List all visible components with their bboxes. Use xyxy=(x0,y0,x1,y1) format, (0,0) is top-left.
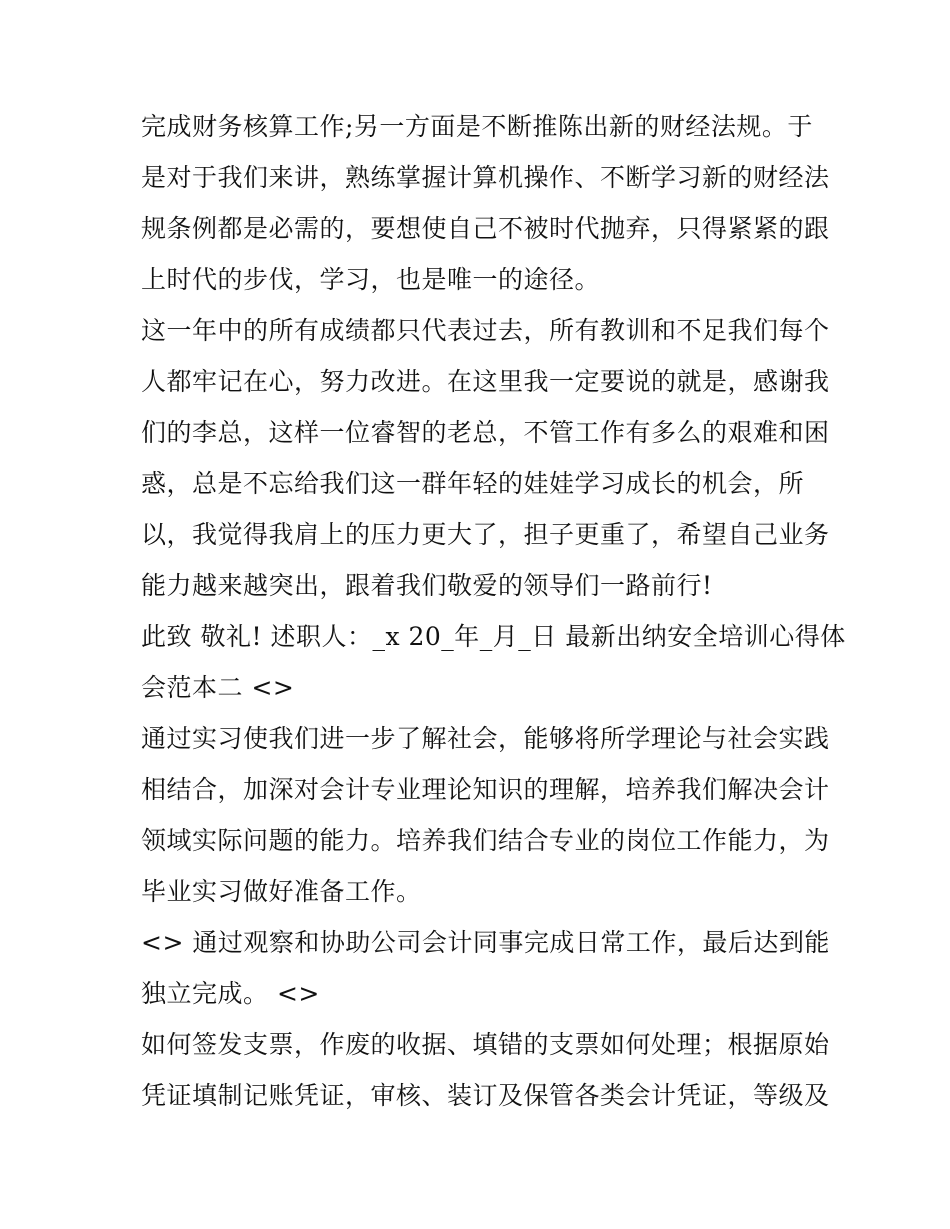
text-line: 们的李总，这样一位睿智的老总，不管工作有多么的艰难和困 xyxy=(141,418,830,447)
text-line: <> 通过观察和协助公司会计同事完成日常工作，最后达到能 xyxy=(141,928,830,957)
text-line: 能力越来越突出，跟着我们敬爱的领导们一路前行! xyxy=(141,571,713,600)
text-line: 相结合，加深对会计专业理论知识的理解，培养我们解决会计 xyxy=(141,775,830,804)
text-line: 是对于我们来讲，熟练掌握计算机操作、不断学习新的财经法 xyxy=(141,163,830,192)
text-line: 完成财务核算工作;另一方面是不断推陈出新的财经法规。于 xyxy=(141,112,813,141)
text-line: 毕业实习做好准备工作。 xyxy=(141,877,422,906)
text-line: 通过实习使我们进一步了解社会，能够将所学理论与社会实践 xyxy=(141,724,830,753)
text-line: 凭证填制记账凭证，审核、装订及保管各类会计凭证，等级及 xyxy=(141,1081,830,1110)
text-line: 人都牢记在心，努力改进。在这里我一定要说的就是，感谢我 xyxy=(141,367,830,396)
text-line: 规条例都是必需的，要想使自己不被时代抛弃，只得紧紧的跟 xyxy=(141,214,830,243)
text-line: 领域实际问题的能力。培养我们结合专业的岗位工作能力，为 xyxy=(141,826,830,855)
text-line: 此致 敬礼! 述职人：_x 20_年_月_日 最新出纳安全培训心得体 xyxy=(141,622,846,651)
text-line: 以，我觉得我肩上的压力更大了，担子更重了，希望自己业务 xyxy=(141,520,830,549)
text-line: 会范本二 <> xyxy=(141,673,295,702)
text-line: 独立完成。 <> xyxy=(141,979,320,1008)
text-line: 如何签发支票，作废的收据、填错的支票如何处理；根据原始 xyxy=(141,1030,830,1059)
text-line: 上时代的步伐，学习，也是唯一的途径。 xyxy=(141,265,601,294)
text-line: 惑，总是不忘给我们这一群年轻的娃娃学习成长的机会，所 xyxy=(141,469,805,498)
document-body xyxy=(141,101,846,1121)
text-line: 这一年中的所有成绩都只代表过去，所有教训和不足我们每个 xyxy=(141,316,830,345)
